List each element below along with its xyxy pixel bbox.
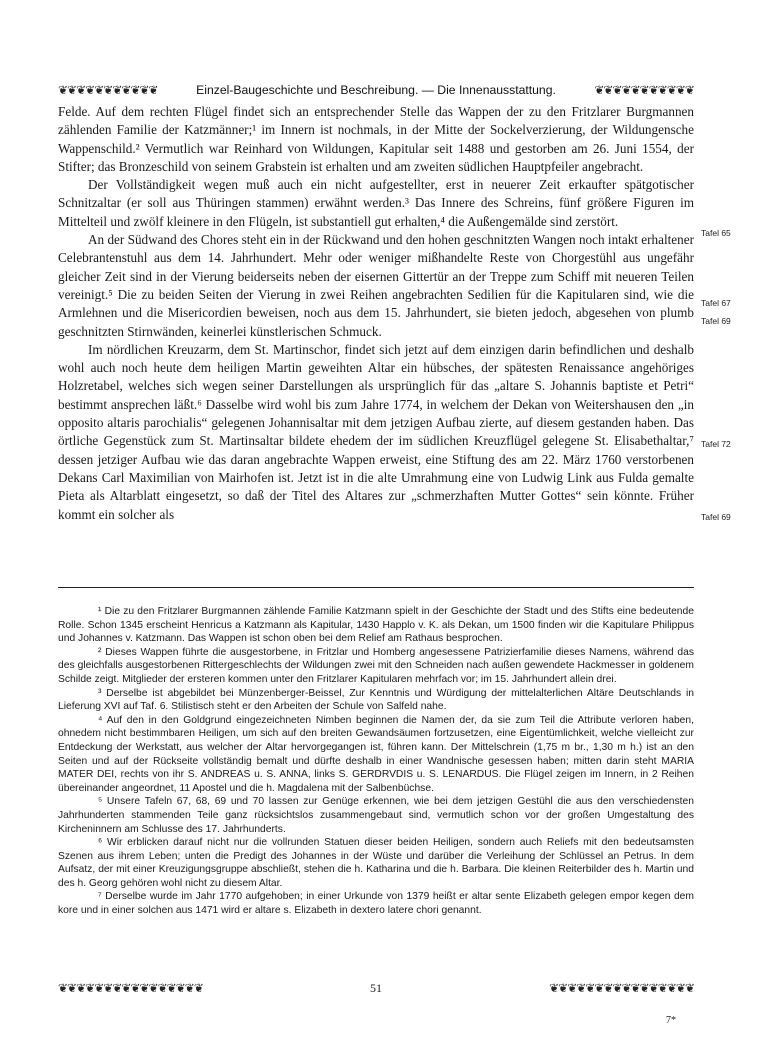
footnote-4: ⁴ Auf den in den Goldgrund eingezeichneten Nimben beginnen die Namen der, da sie zum Teil die Attribute verloren haben, ohnedem nicht bestimmbaren Heiligen, um sich auf den breiten Gewandsäumen fortzusetzen, eine Eigentümlichkeit, welche vielleicht zur Entdeckung der Werkstatt, aus welcher der Altar hervorgegangen ist, führen kann. Der Mittelschrein (1,75 m br., 1,30 m h.) ist an den Seiten und auf der Rückseite vollständig bemalt und dürfte deshalb in einer Wandnische gesessen haben; mitten darin steht MARIA MATER DEI, rechts von ihr S. ANDREAS u. S. ANNA, links S. GERDRVDIS u. S. LENARDUS. Die Flügel zeigen im Innern, in 2 Reihen übereinander angeordnet, 11 Apostel und die h. Magdalena mit der Salbenbüchse. bbox=[58, 714, 694, 794]
footnotes bbox=[58, 605, 694, 918]
paragraph-2: Der Vollständigkeit wegen muß auch ein nicht aufgestellter, erst in neuerer Zeit erkaufter spätgotischer Schnitzaltar (er soll aus Thüringen stammen) erwähnt werden.³ Das Innere des Schreins, fünf größere Figuren im Mittelteil und zwölf kleinere in den Flügeln, ist substantiell gut erhalten,⁴ die Außengemälde sind zerstört. bbox=[58, 177, 694, 229]
margin-note-tafel-69b: Tafel 69 bbox=[701, 512, 731, 522]
footer-ornament-left: ❦❦❦❦❦❦❦❦❦❦❦❦❦❦❦❦ bbox=[58, 981, 203, 995]
footnote-1: ¹ Die zu den Fritzlarer Burgmannen zählende Familie Katzmann spielt in der Geschichte der Stadt und des Stifts eine bedeutende Rolle. Schon 1345 erscheint Henricus a Katzmann als Kapitular, 1430 Happlo v. K. als Dekan, um 1500 finden wir die Kapitulare Philippus und Johannes v. Katzmann. Das Wappen ist schon oben bei dem Relief am Rathaus besprochen. bbox=[58, 606, 694, 645]
header-ornament-right: ❦❦❦❦❦❦❦❦❦❦❦ bbox=[594, 83, 694, 97]
running-footer bbox=[58, 981, 694, 995]
paragraph-1: Felde. Auf dem rechten Flügel findet sich an entsprechender Stelle das Wappen der zu den Fritzlarer Burgmannen zählenden Familie der Katzmänner;¹ im Innern ist nochmals, in der Mitte der Sockelverzierung, der Wildungensche Wappenschild.² Vermutlich war Reinhard von Wildungen, Kapitular seit 1488 und gestorben am 26. Juni 1554, der Stifter; das Bronzeschild von seinem Grabstein ist erhalten und am zweiten südlichen Hauptpfeiler angebracht. bbox=[58, 104, 694, 174]
footnote-2: ² Dieses Wappen führte die ausgestorbene, in Fritzlar und Homberg angesessene Patrizierfamilie dieses Namens, während das des gleichfalls ausgestorbenen Rittergeschlechts der Wildungen zwei mit den Schneiden nach außen gewendete Hackmesser in goldenem Schilde zeigt. Mitglieder der ersteren kommen unter den Fritzlarer Kapitularen mehrfach vor; im 15. Jahrhundert allein drei. bbox=[58, 646, 694, 685]
paragraph-3: An der Südwand des Chores steht ein in der Rückwand und den hohen geschnitzten Wangen noch intakt erhaltener Celebrantenstuhl aus dem 14. Jahrhundert. Mehr oder weniger mißhandelte Reste von Chorgestühl aus ungefähr gleicher Zeit sind in der Vierung beiderseits neben der eisernen Gittertür an der Treppe zum Schiff mit neueren Teilen vereinigt.⁵ Die zu beiden Seiten der Vierung in zwei Reihen angebrachten Sedilien für die Kapitularen sind, wie die Armlehnen und die Misericordien beweisen, noch aus dem 15. Jahrhundert, sie bieten jedoch, abgesehen von plumb geschnitzten Stirnwänden, keinerlei künstlerischen Schmuck. bbox=[58, 232, 694, 339]
page-number: 51 bbox=[370, 980, 382, 995]
footnote-5: ⁵ Unsere Tafeln 67, 68, 69 und 70 lassen zur Genüge erkennen, wie bei dem jetzigen Gestühl die aus den verschiedensten Jahrhunderten stammenden Teile ganz rücksichtslos zusammengebaut sind, vermutlich schon vor der großen Umgestaltung des Kircheninnern am Schlusse des 17. Jahrhunderts. bbox=[58, 796, 694, 835]
footnote-7: ⁷ Derselbe wurde im Jahr 1770 aufgehoben; in einer Urkunde von 1379 heißt er altar sente Elizabeth gelegen empor kegen dem kore und in einer solchen aus 1471 wird er altare s. Elizabeth in dextero latere chori genannt. bbox=[58, 891, 694, 917]
footer-ornament-right: ❦❦❦❦❦❦❦❦❦❦❦❦❦❦❦❦ bbox=[549, 981, 694, 995]
running-header bbox=[58, 81, 694, 99]
margin-note-tafel-65: Tafel 65 bbox=[701, 228, 731, 238]
margin-note-tafel-72: Tafel 72 bbox=[701, 439, 731, 449]
signature-mark: 7* bbox=[666, 1015, 676, 1026]
paragraph-4: Im nördlichen Kreuzarm, dem St. Martinschor, findet sich jetzt auf dem einzigen darin befindlichen und deshalb wohl auch noch heute dem heiligen Martin geweihten Altar ein hübsches, der spätesten Renaissance angehöriges Holzretabel, welches sich wegen seiner Darstellungen als ursprünglich für das „altare S. Johannis baptiste et Petri“ bestimmt ansprechen läßt.⁶ Dasselbe wird wohl bis zum Jahre 1774, in welchem der Dekan von Weitershausen den „in opposito altaris parochialis“ gelegenen Johannisaltar mit dem jetzigen Aufbau zierte, auf diesem gestanden haben. Das örtliche Gegenstück zum St. Martinsaltar bildete ehedem der im südlichen Kreuzflügel gelegene St. Elisabethaltar,⁷ dessen jetziger Aufbau wie das daran angebrachte Wappen erweist, eine Stiftung des am 22. März 1760 verstorbenen Dekans Carl Maximilian von Mairhofen ist. Jetzt ist in die alte Umrahmung eine von Ludwig Link aus Fulda gemalte Pieta als Altarblatt eingesetzt, so daß der Titel des Altares zur „schmerzhaften Mutter Gottes“ sein könnte. Früher kommt ein solcher als bbox=[58, 341, 694, 522]
margin-note-tafel-69: Tafel 69 bbox=[701, 316, 731, 326]
footnote-3: ³ Derselbe ist abgebildet bei Münzenberger-Beissel, Zur Kenntnis und Würdigung der mittelalterlichen Altäre Deutschlands in Lieferung XVI auf Taf. 6. Stilistisch steht er den Arbeiten der Schule von Salfeld nahe. bbox=[58, 687, 694, 713]
footnote-divider bbox=[58, 587, 694, 588]
header-ornament-left: ❦❦❦❦❦❦❦❦❦❦❦ bbox=[58, 83, 158, 97]
header-title: Einzel-Baugeschichte und Beschreibung. — Die Innenausstattung. bbox=[196, 83, 556, 97]
footnote-6: ⁶ Wir erblicken darauf nicht nur die vollrunden Statuen dieser beiden Heiligen, sondern auch Reliefs mit den bedeutsamsten Szenen aus ihrem Leben; unten die Predigt des Johannes in der Wüste und darüber die Verleihung der Schlüssel an Petrus. In dem Aufsatz, der mit einer Kreuzigungsgruppe abschließt, stehen die h. Katharina und die h. Barbara. Die kleinen Reiterbilder des h. Martin und des h. Georg gehören wohl nicht zu diesem Altar. bbox=[58, 837, 694, 889]
main-text bbox=[58, 103, 694, 524]
margin-note-tafel-67: Tafel 67 bbox=[701, 298, 731, 308]
